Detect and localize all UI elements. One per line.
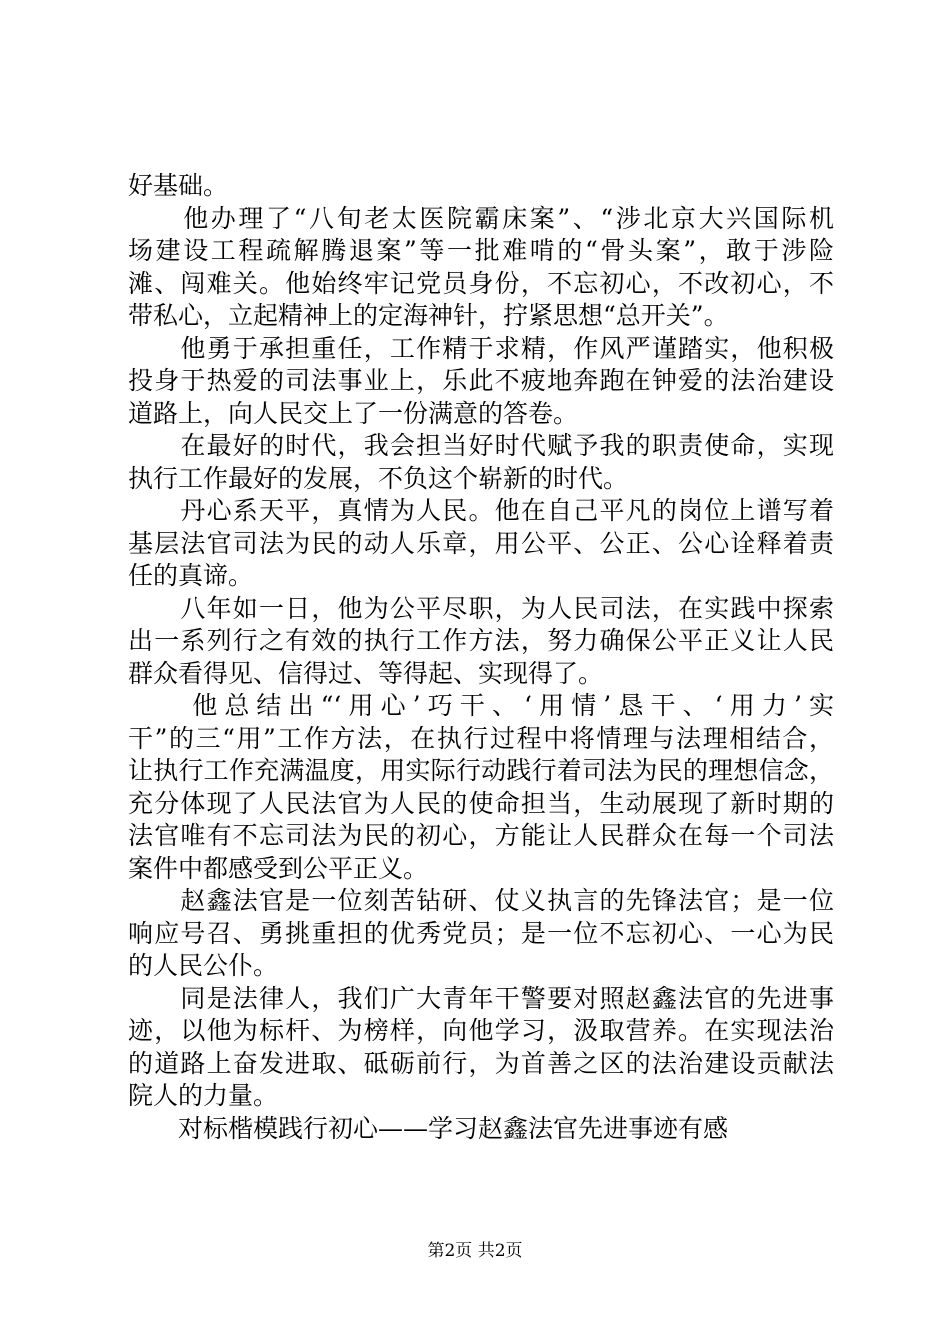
text-line: 八年如一日，他为公平尽职，为人民司法，在实践中探索	[128, 593, 834, 623]
text-line: 让执行工作充满温度，用实际行动践行着司法为民的理想信念，	[128, 756, 834, 785]
text-line: 干”的三“用”工作方法，在执行过程中将情理与法理相结合，	[128, 723, 834, 753]
text-line: 带私心，立起精神上的定海神针，拧紧思想“总开关”。	[128, 301, 729, 330]
text-line: 的道路上奋发进取、砥砺前行，为首善之区的法治建设贡献法	[128, 1048, 834, 1078]
text-line: 执行工作最好的发展，不负这个崭新的时代。	[128, 463, 629, 493]
text-line: 出一系列行之有效的执行工作方法，努力确保公平正义让人民	[128, 626, 834, 655]
text-line: 法官唯有不忘司法为民的初心，方能让人民群众在每一个司法	[128, 821, 834, 850]
text-line: 好基础。	[128, 171, 229, 200]
text-line: 赵鑫法官是一位刻苦钻研、仗义执言的先锋法官；是一位	[128, 886, 834, 915]
document-body	[128, 170, 834, 1145]
text-line: 同是法律人，我们广大青年干警要对照赵鑫法官的先进事	[128, 983, 834, 1013]
text-line: 的人民公仆。	[128, 951, 279, 980]
text-line: 在最好的时代，我会担当好时代赋予我的职责使命，实现	[128, 431, 834, 460]
text-line: 滩、闯难关。他始终牢记党员身份，不忘初心，不改初心，不	[128, 268, 834, 298]
text-line: 充分体现了人民法官为人民的使命担当，生动展现了新时期的	[128, 788, 834, 818]
text-line: 院人的力量。	[128, 1081, 279, 1110]
text-line: 道路上，向人民交上了一份满意的答卷。	[128, 398, 579, 428]
page-number-footer: 第2页 共2页	[427, 1241, 523, 1261]
text-line: 基层法官司法为民的动人乐章，用公平、公正、公心诠释着责	[128, 528, 834, 558]
text-line: 投身于热爱的司法事业上，乐此不疲地奔跑在钟爱的法治建设	[128, 366, 834, 395]
text-line: 他办理了“八旬老太医院霸床案”、“涉北京大兴国际机	[128, 203, 834, 233]
text-line: 他总结出“‘用心’巧干、‘用情’恳干、‘用力’实	[128, 691, 834, 720]
text-line: 群众看得见、信得过、等得起、实现得了。	[128, 658, 604, 688]
text-line: 丹心系天平，真情为人民。他在自己平凡的岗位上谱写着	[128, 496, 834, 525]
text-line: 响应号召、勇挑重担的优秀党员；是一位不忘初心、一心为民	[128, 918, 834, 948]
text-line: 案件中都感受到公平正义。	[128, 853, 429, 883]
text-line: 迹，以他为标杆、为榜样，向他学习，汲取营养。在实现法治	[128, 1016, 834, 1045]
text-line: 任的真谛。	[128, 561, 254, 590]
text-line: 他勇于承担重任，工作精于求精，作风严谨踏实，他积极	[128, 333, 834, 363]
text-line: 对标楷模践行初心——学习赵鑫法官先进事迹有感	[128, 1113, 729, 1143]
text-line: 场建设工程疏解腾退案”等一批难啃的“骨头案”，敢于涉险	[128, 236, 834, 265]
